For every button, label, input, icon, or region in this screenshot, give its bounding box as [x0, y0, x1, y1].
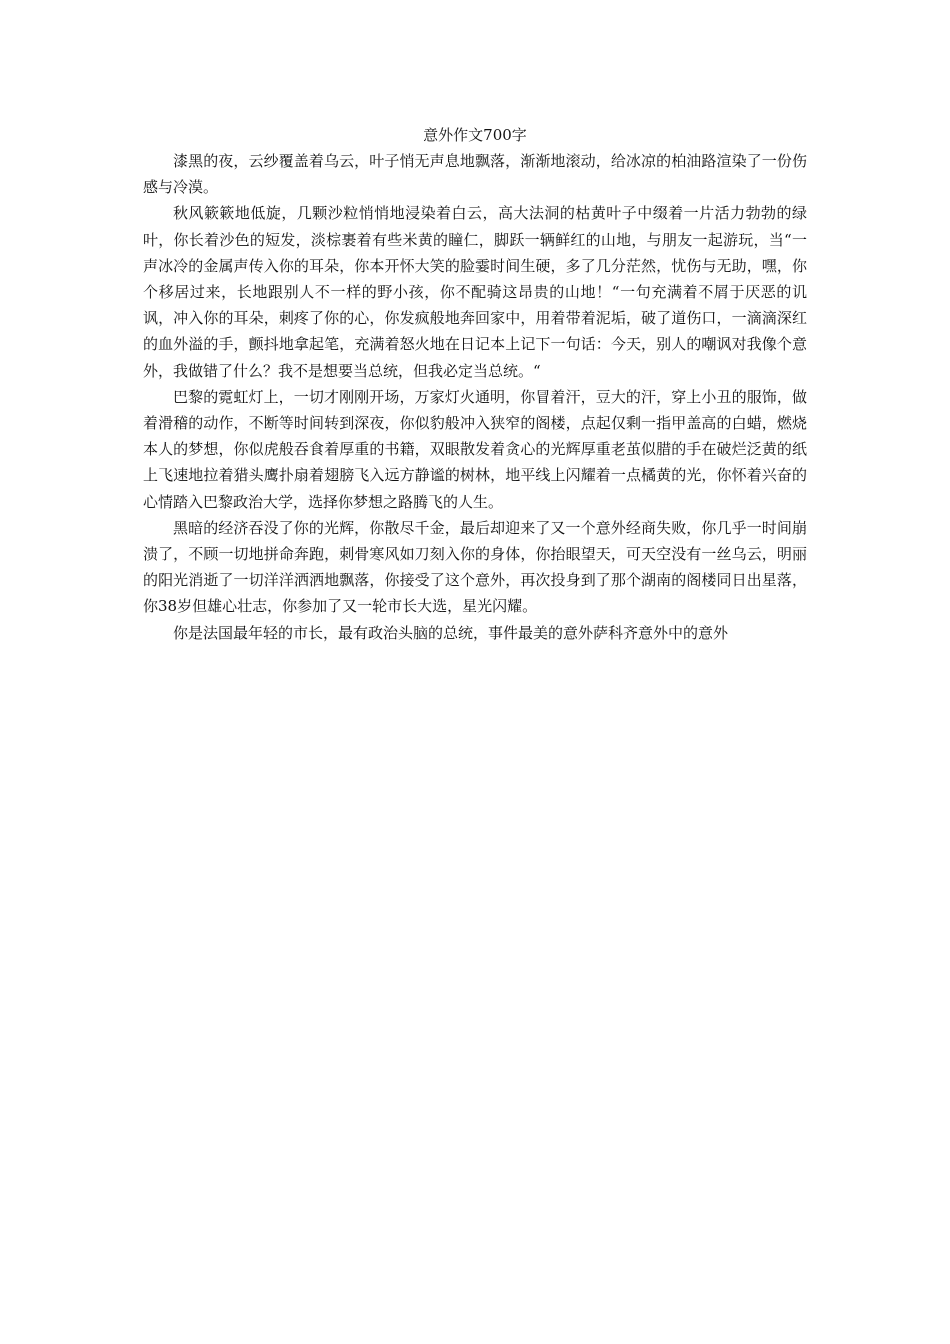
document-body	[143, 122, 807, 646]
paragraph-1: 漆黑的夜，云纱覆盖着乌云，叶子悄无声息地飘落，渐渐地滚动，给冰凉的柏油路渲染了一份伤感与冷漠。	[143, 152, 807, 197]
paragraph-3: 巴黎的霓虹灯上，一切才刚刚开场，万家灯火通明，你冒着汗，豆大的汗，穿上小丑的服饰，做着滑稽的动作，不断等时间转到深夜，你似豹般冲入狭窄的阁楼，点起仅剩一指甲盖高的白蜡，燃烧本人的梦想，你似虎般吞食着厚重的书籍，双眼散发着贪心的光辉厚重老茧似腊的手在破烂泛黄的纸上飞速地拉着猎头鹰扑扇着翅膀飞入远方静谧的树林，地平线上闪耀着一点橘黄的光，你怀着兴奋的心情踏入巴黎政治大学，选择你梦想之路腾飞的人生。	[143, 387, 807, 511]
paragraph-4: 黑暗的经济吞没了你的光辉，你散尽千金，最后却迎来了又一个意外经商失败，你几乎一时间崩溃了，不顾一切地拼命奔跑，刺骨寒风如刀刻入你的身体，你抬眼望天，可天空没有一丝乌云，明丽的阳光消逝了一切洋洋洒洒地飘落，你接受了这个意外，再次投身到了那个湖南的阁楼同日出星落，你38岁但雄心壮志，你参加了又一轮市长大选，星光闪耀。	[143, 518, 807, 616]
paragraph-2: 秋风簌簌地低旋，几颗沙粒悄悄地浸染着白云，高大法洞的枯黄叶子中缀着一片活力勃勃的绿叶，你长着沙色的短发，淡棕裹着有些米黄的瞳仁，脚跃一辆鲜红的山地，与朋友一起游玩，当“一声冰冷的金属声传入你的耳朵，你本开怀大笑的脸霎时间生硬，多了几分茫然，忧伤与无助，嘿，你个移居过来，长地跟别人不一样的野小孩，你不配骑这昂贵的山地！“一句充满着不屑于厌恶的讥讽，冲入你的耳朵，刺疼了你的心，你发疯般地奔回家中，用着带着泥垢，破了道伤口，一滴滴深红的血外溢的手，颤抖地拿起笔，充满着怒火地在日记本上记下一句话：今天，别人的嘲讽对我像个意外，我做错了什么？我不是想要当总统，但我必定当总统。“	[143, 204, 807, 380]
paragraph-5: 你是法国最年轻的市长，最有政治头脑的总统，事件最美的意外萨科齐意外中的意外	[173, 623, 729, 642]
document-title: 意外作文700字	[423, 126, 527, 144]
